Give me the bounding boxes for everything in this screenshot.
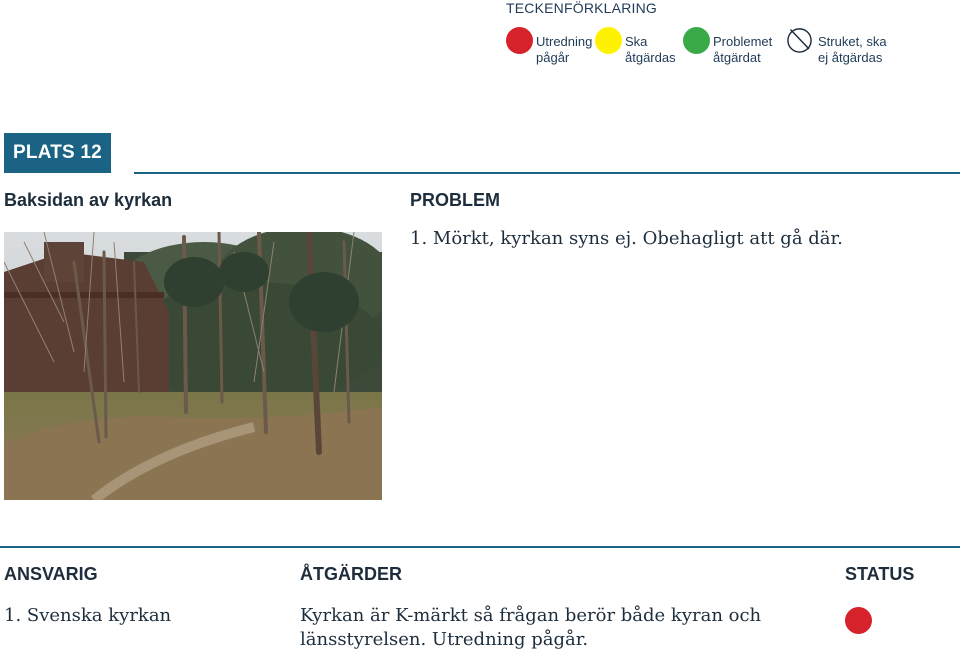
legend-label-line: Utredning: [536, 34, 593, 49]
legend-item-utredning: [506, 27, 596, 69]
legend-label-line: ej åtgärdas: [818, 50, 883, 65]
legend-item-struket: [786, 27, 896, 69]
red-dot-icon: [506, 27, 533, 54]
legend-item-problemet-atgardat: [683, 27, 783, 69]
legend-label-line: åtgärdas: [625, 50, 676, 65]
place-title: Baksidan av kyrkan: [4, 190, 173, 210]
legend-title: TECKENFÖRKLARING: [506, 0, 657, 16]
legend-label-line: Struket, ska: [818, 34, 887, 49]
red-dot-icon: [845, 607, 872, 634]
legend-label: [818, 34, 898, 66]
struck-circle-icon: [786, 26, 813, 53]
yellow-dot-icon: [595, 27, 622, 54]
legend-item-ska-atgardas: [595, 27, 685, 69]
plats-badge: PLATS 12: [4, 133, 111, 173]
problem-item: 1. Mörkt, kyrkan syns ej. Obehagligt att gå där.: [410, 228, 843, 249]
legend-label-line: Problemet: [713, 34, 773, 49]
legend-label-line: Ska: [625, 34, 648, 49]
forest-church-photo: [4, 232, 382, 500]
atgard-line: länsstyrelsen. Utredning pågår.: [300, 629, 589, 650]
atgarder-heading: ÅTGÄRDER: [300, 564, 402, 584]
problem-heading: PROBLEM: [410, 190, 500, 210]
legend-label-line: åtgärdat: [713, 50, 761, 65]
bottom-divider: [0, 546, 960, 548]
ansvarig-heading: ANSVARIG: [4, 564, 98, 584]
ansvarig-value: 1. Svenska kyrkan: [4, 605, 172, 626]
green-dot-icon: [683, 27, 710, 54]
legend-label-line: pågår: [536, 50, 570, 65]
legend-label: [713, 34, 793, 66]
site-photo: [4, 232, 382, 500]
status-heading: STATUS: [845, 564, 915, 584]
header-divider: [134, 172, 960, 174]
atgard-line: Kyrkan är K-märkt så frågan berör både kyran och: [300, 605, 762, 626]
